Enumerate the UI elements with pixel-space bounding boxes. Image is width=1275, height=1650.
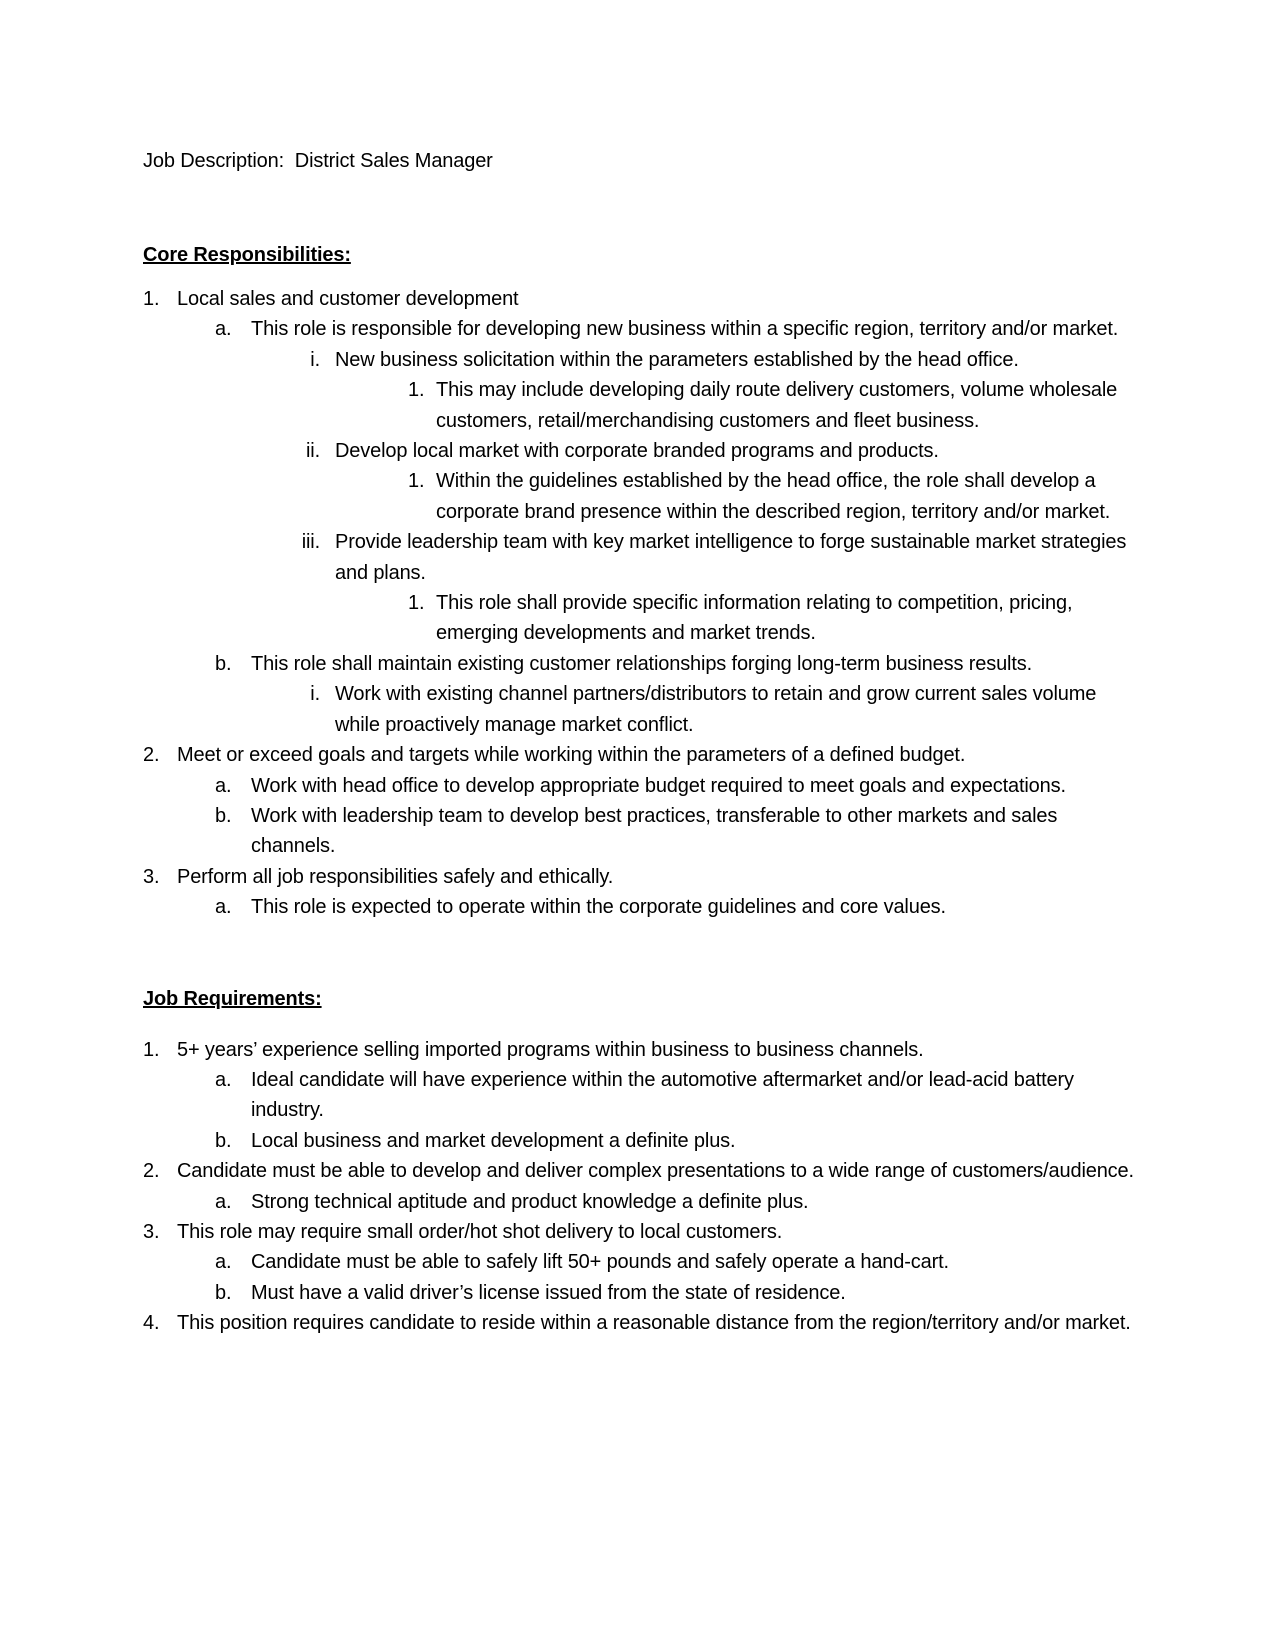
list-item-marker: a. (215, 1251, 232, 1274)
list-item (143, 284, 1135, 314)
list-item-marker: b. (215, 1281, 232, 1304)
list-item-marker: a. (215, 1068, 232, 1091)
list-item-marker: 2. (143, 744, 160, 767)
list-item-text: Work with head office to develop appropriate budget required to meet goals and expectations. (251, 774, 1066, 797)
list-item-text: Provide leadership team with key market intelligence to forge sustainable market strategies and plans. (335, 531, 1127, 584)
list-item-marker: ii. (306, 440, 320, 463)
list-item (143, 1156, 1135, 1186)
list-item (143, 314, 1135, 344)
list-item (143, 1247, 1135, 1277)
list-item-marker: a. (215, 774, 232, 797)
list-item-marker: 1. (408, 470, 425, 493)
list-item-text: Candidate must be able to develop and deliver complex presentations to a wide range of customers/audience. (177, 1160, 1134, 1183)
list-item-text: 5+ years’ experience selling imported programs within business to business channels. (177, 1038, 924, 1061)
list-item (143, 801, 1135, 862)
list-item-text: This role is responsible for developing new business within a specific region, territory and/or market. (251, 318, 1119, 341)
list-item (143, 466, 1135, 527)
list-item-marker: 3. (143, 865, 160, 888)
list-item (143, 679, 1135, 740)
list-item-text: This role may require small order/hot shot delivery to local customers. (177, 1220, 783, 1243)
list-item-text: Develop local market with corporate branded programs and products. (335, 440, 939, 463)
list-item-text: Work with existing channel partners/distributors to retain and grow current sales volume while proactively manage market conflict. (335, 683, 1097, 736)
list-item-marker: a. (215, 896, 232, 919)
list-item-text: Candidate must be able to safely lift 50+ pounds and safely operate a hand-cart. (251, 1251, 949, 1274)
list-item-text: Within the guidelines established by the head office, the role shall develop a corporate brand presence within the described region, territory and/or market. (436, 470, 1111, 523)
list-item-text: Must have a valid driver’s license issued from the state of residence. (251, 1281, 846, 1304)
list-item-text: New business solicitation within the parameters established by the head office. (335, 348, 1019, 371)
list-item (143, 649, 1135, 679)
list-item (143, 1308, 1135, 1338)
list-item-text: Strong technical aptitude and product knowledge a definite plus. (251, 1190, 809, 1213)
list-item-marker: i. (310, 348, 320, 371)
list-item (143, 527, 1135, 588)
list-item (143, 1187, 1135, 1217)
core-responsibilities-list (143, 284, 1135, 923)
list-item-text: Work with leadership team to develop best practices, transferable to other markets and sales channels. (251, 804, 1058, 858)
list-item-marker: 4. (143, 1312, 160, 1335)
job-requirements-list (143, 1035, 1135, 1339)
list-item (143, 1035, 1135, 1065)
list-item (143, 892, 1135, 922)
document-title: Job Description: District Sales Manager (143, 150, 493, 172)
list-item-marker: a. (215, 1190, 232, 1213)
heading-core-responsibilities: Core Responsibilities: (143, 244, 351, 266)
list-item-marker: 3. (143, 1220, 160, 1243)
list-item (143, 345, 1135, 375)
list-item (143, 740, 1135, 770)
list-item (143, 1065, 1135, 1126)
list-item-text: Meet or exceed goals and targets while working within the parameters of a defined budget. (177, 744, 966, 767)
list-item-text: Local business and market development a definite plus. (251, 1129, 736, 1152)
list-item-marker: a. (215, 318, 232, 341)
list-item (143, 375, 1135, 436)
list-item-text: This role shall maintain existing customer relationships forging long-term business results. (251, 652, 1032, 675)
list-item (143, 862, 1135, 892)
list-item-text: This may include developing daily route delivery customers, volume wholesale customers, retail/merchandising customers and fleet business. (436, 379, 1118, 432)
heading-job-requirements: Job Requirements: (143, 987, 322, 1010)
list-item (143, 1126, 1135, 1156)
list-item-text: This role is expected to operate within the corporate guidelines and core values. (251, 896, 946, 919)
list-item-marker: b. (215, 804, 232, 827)
list-item (143, 1217, 1135, 1247)
list-item (143, 436, 1135, 466)
list-item-marker: 2. (143, 1160, 160, 1183)
list-item-marker: iii. (301, 531, 320, 554)
list-item (143, 771, 1135, 801)
list-item-marker: b. (215, 652, 232, 675)
list-item-text: Perform all job responsibilities safely and ethically. (177, 865, 614, 888)
list-item-marker: b. (215, 1129, 232, 1152)
list-item-marker: 1. (408, 592, 425, 615)
list-item-marker: i. (310, 683, 320, 706)
list-item-marker: 1. (143, 1038, 160, 1061)
list-item-text: This position requires candidate to reside within a reasonable distance from the region/territory and/or market. (177, 1312, 1131, 1335)
list-item-marker: 1. (408, 379, 425, 402)
list-item (143, 588, 1135, 649)
list-item-text: Ideal candidate will have experience within the automotive aftermarket and/or lead-acid battery industry. (251, 1068, 1074, 1122)
list-item-text: Local sales and customer development (177, 288, 519, 310)
list-item (143, 1278, 1135, 1308)
list-item-marker: 1. (143, 288, 160, 310)
list-item-text: This role shall provide specific information relating to competition, pricing, emerging developments and market trends. (436, 592, 1073, 645)
